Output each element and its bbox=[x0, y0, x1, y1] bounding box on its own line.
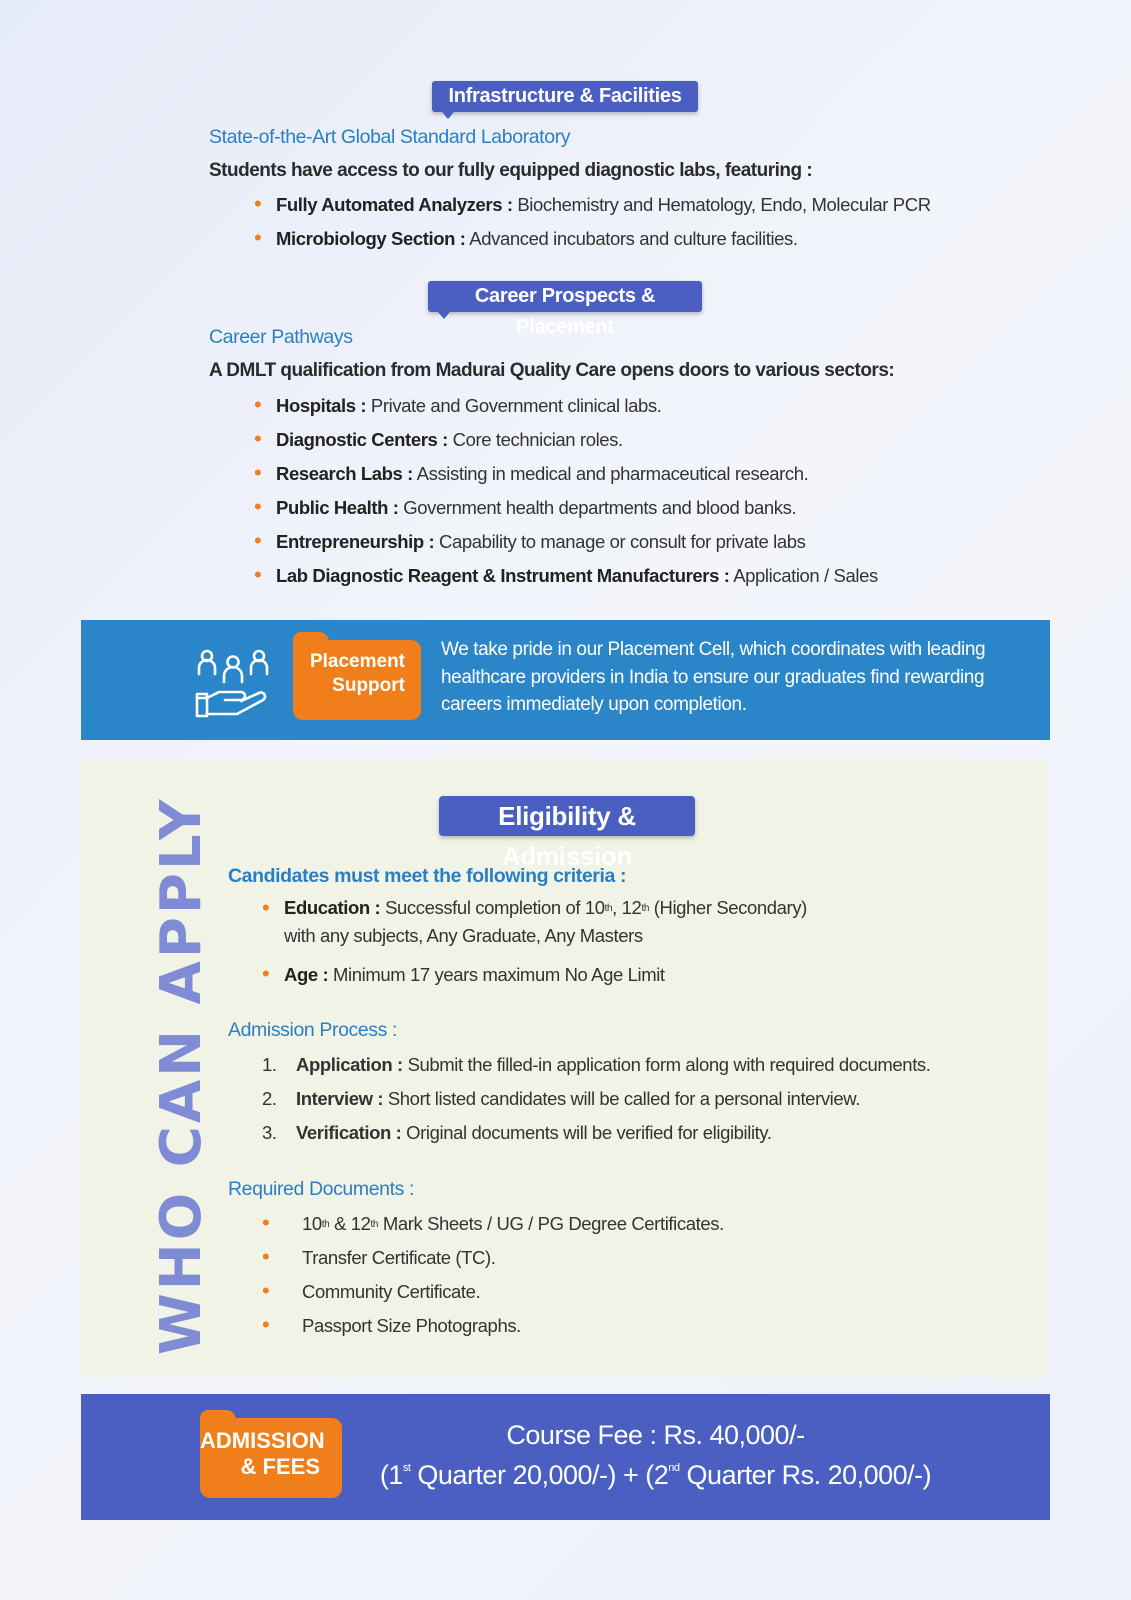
list-item: • Community Certificate. bbox=[262, 1278, 481, 1303]
list-item: • Fully Automated Analyzers : Biochemistry and Hematology, Endo, Molecular PCR bbox=[254, 191, 931, 216]
list-item: • Hospitals : Private and Government clinical labs. bbox=[254, 392, 662, 417]
career-subtitle: Career Pathways bbox=[209, 326, 353, 348]
career-list bbox=[254, 389, 878, 593]
infra-subtitle: State-of-the-Art Global Standard Laboratory bbox=[209, 126, 571, 148]
list-item: • Lab Diagnostic Reagent & Instrument Manufacturers : Application / Sales bbox=[254, 562, 878, 587]
list-item: • Diagnostic Centers : Core technician roles. bbox=[254, 426, 623, 451]
list-item: • 10th & 12th Mark Sheets / UG / PG Degree Certificates. bbox=[262, 1210, 724, 1235]
list-item: 2. Interview : Short listed candidates will be called for a personal interview. bbox=[262, 1088, 860, 1109]
list-item: • Microbiology Section : Advanced incubators and culture facilities. bbox=[254, 225, 798, 250]
list-item: • Age : Minimum 17 years maximum No Age Limit bbox=[262, 961, 665, 986]
criteria-title: Candidates must meet the following criteria : bbox=[228, 865, 627, 887]
list-item: 3. Verification : Original documents will be verified for eligibility. bbox=[262, 1122, 772, 1143]
placement-band bbox=[81, 620, 1050, 740]
infra-heading: Infrastructure & Facilities bbox=[432, 81, 698, 112]
fee-band bbox=[81, 1394, 1050, 1520]
list-item: • Passport Size Photographs. bbox=[262, 1312, 521, 1337]
placement-tag bbox=[293, 640, 421, 720]
infra-list bbox=[254, 188, 931, 256]
criteria-list bbox=[262, 894, 807, 992]
list-item: • Education : Successful completion of 10th, 12th (Higher Secondary) with any subjects, Any Graduate, Any Masters bbox=[262, 895, 807, 946]
process-list bbox=[262, 1048, 931, 1150]
admission-tag-line1: ADMISSION bbox=[200, 1428, 325, 1453]
placement-text: We take pride in our Placement Cell, which coordinates with leading healthcare providers in India to ensure our graduates find rewarding careers immediately upon completion. bbox=[441, 639, 986, 715]
docs-title: Required Documents : bbox=[228, 1178, 415, 1200]
list-item: 1. Application : Submit the filled-in application form along with required documents. bbox=[262, 1054, 931, 1075]
process-title: Admission Process : bbox=[228, 1019, 398, 1041]
list-item: • Entrepreneurship : Capability to manage or consult for private labs bbox=[254, 528, 806, 553]
placement-tag-line2: Support bbox=[332, 675, 405, 696]
list-item: • Research Labs : Assisting in medical and pharmaceutical research. bbox=[254, 460, 809, 485]
infra-intro: Students have access to our fully equipped diagnostic labs, featuring : bbox=[209, 160, 813, 181]
docs-list bbox=[262, 1207, 724, 1343]
list-item: • Public Health : Government health departments and blood banks. bbox=[254, 494, 797, 519]
who-can-apply-title: WHO CAN APPLY bbox=[149, 796, 214, 1355]
admission-tag-line2: & FEES bbox=[240, 1454, 320, 1479]
list-item: • Transfer Certificate (TC). bbox=[262, 1244, 496, 1269]
career-heading: Career Prospects & Placement bbox=[428, 281, 702, 312]
fee-quarters: (1st Quarter 20,000/-) + (2nd Quarter Rs. 20,000/-) bbox=[379, 1460, 932, 1490]
course-fee: Course Fee : Rs. 40,000/- bbox=[506, 1420, 805, 1450]
eligibility-heading: Eligibility & Admission bbox=[439, 796, 695, 836]
people-hand-icon bbox=[193, 648, 273, 720]
career-intro: A DMLT qualification from Madurai Quality Care opens doors to various sectors: bbox=[209, 360, 895, 381]
placement-tag-line1: Placement bbox=[309, 651, 405, 672]
